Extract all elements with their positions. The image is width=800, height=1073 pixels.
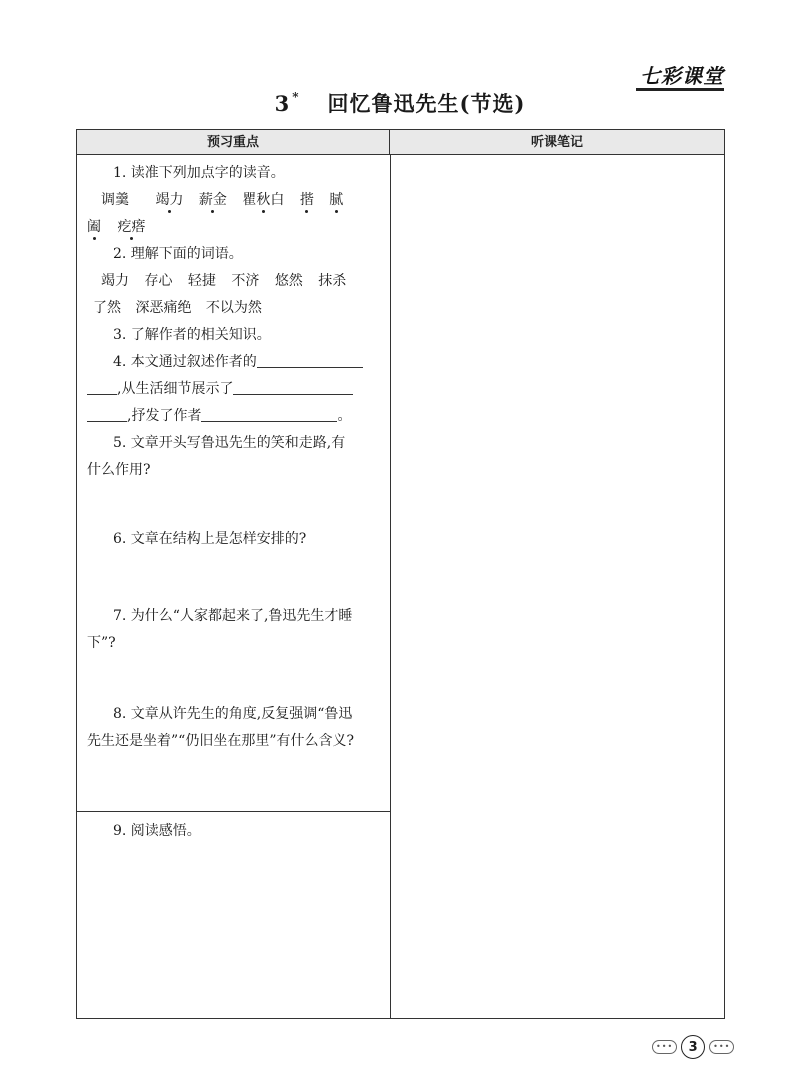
q2-words-line2 bbox=[87, 295, 381, 322]
answer-blank[interactable] bbox=[201, 407, 337, 422]
lesson-title-text: 回忆鲁迅先生(节选) bbox=[327, 91, 526, 116]
question-4-line2: ,从生活细节展示了 bbox=[87, 376, 381, 403]
question-7-line2: 下”? bbox=[87, 635, 116, 651]
q2-word: 存心 bbox=[144, 273, 173, 289]
column-divider bbox=[390, 155, 391, 1018]
q2-word: 不济 bbox=[231, 273, 260, 289]
answer-blank[interactable] bbox=[257, 353, 363, 368]
preview-focus-column bbox=[87, 160, 381, 755]
answer-blank[interactable] bbox=[233, 380, 353, 395]
answer-blank[interactable] bbox=[87, 380, 117, 395]
q2-word: 深恶痛绝 bbox=[135, 300, 192, 316]
q1-word: 瞿秋白 bbox=[242, 192, 285, 208]
question-4-line3: ,抒发了作者 。 bbox=[87, 403, 381, 430]
answer-space[interactable] bbox=[87, 657, 381, 701]
question-8-line1: 8. 文章从许先生的角度,反复强调“鲁迅 bbox=[113, 706, 353, 722]
q1-words-line2 bbox=[87, 214, 381, 241]
study-table bbox=[76, 129, 725, 1019]
reading-reflection-section bbox=[87, 818, 381, 845]
page-dots-left: ••• bbox=[652, 1040, 677, 1054]
question-8-line2: 先生还是坐着”“仍旧坐在那里”有什么含义? bbox=[87, 733, 354, 749]
question-6: 6. 文章在结构上是怎样安排的? bbox=[113, 531, 307, 547]
answer-space[interactable] bbox=[87, 484, 381, 526]
q1-words-line1 bbox=[87, 187, 381, 214]
brand-logo: 七彩课堂 bbox=[640, 64, 724, 88]
q2-word: 悠然 bbox=[274, 273, 303, 289]
question-9: 9. 阅读感悟。 bbox=[113, 823, 201, 839]
q1-word: 调羹 bbox=[101, 192, 129, 208]
q2-word: 竭力 bbox=[101, 273, 129, 289]
q1-word: 腻 bbox=[329, 192, 344, 208]
q1-word: 疙瘩 bbox=[117, 219, 146, 235]
q1-word: 阖 bbox=[87, 219, 101, 235]
question-7-line1: 7. 为什么“人家都起来了,鲁迅先生才睡 bbox=[113, 608, 353, 624]
q2-word: 不以为然 bbox=[205, 300, 262, 316]
question-3: 3. 了解作者的相关知识。 bbox=[113, 327, 271, 343]
question-1: 1. 读准下列加点字的读音。 bbox=[113, 165, 285, 181]
answer-blank[interactable] bbox=[87, 407, 127, 422]
q1-word: 薪金 bbox=[198, 192, 227, 208]
q2-word: 抹杀 bbox=[318, 273, 347, 289]
header-class-notes: 听课笔记 bbox=[390, 130, 724, 155]
question-4-line1: 4. 本文通过叙述作者的 bbox=[87, 349, 381, 376]
row-divider bbox=[77, 811, 390, 812]
q2-word: 轻捷 bbox=[187, 273, 216, 289]
page-number-badge bbox=[652, 1034, 734, 1060]
answer-space[interactable] bbox=[87, 553, 381, 603]
question-5-line2: 什么作用? bbox=[87, 462, 151, 478]
question-5-line1: 5. 文章开头写鲁迅先生的笑和走路,有 bbox=[113, 435, 346, 451]
lesson-title bbox=[0, 88, 800, 118]
header-preview-focus: 预习重点 bbox=[77, 130, 390, 155]
question-2: 2. 理解下面的词语。 bbox=[113, 246, 243, 262]
q1-word: 揩 bbox=[299, 192, 314, 208]
q2-words-line1 bbox=[87, 268, 381, 295]
q1-word: 竭力 bbox=[155, 192, 184, 208]
page-number: 3 bbox=[681, 1035, 705, 1059]
q2-word: 了然 bbox=[93, 300, 121, 316]
lesson-number: 3 * bbox=[274, 90, 300, 116]
page-dots-right: ••• bbox=[709, 1040, 734, 1054]
